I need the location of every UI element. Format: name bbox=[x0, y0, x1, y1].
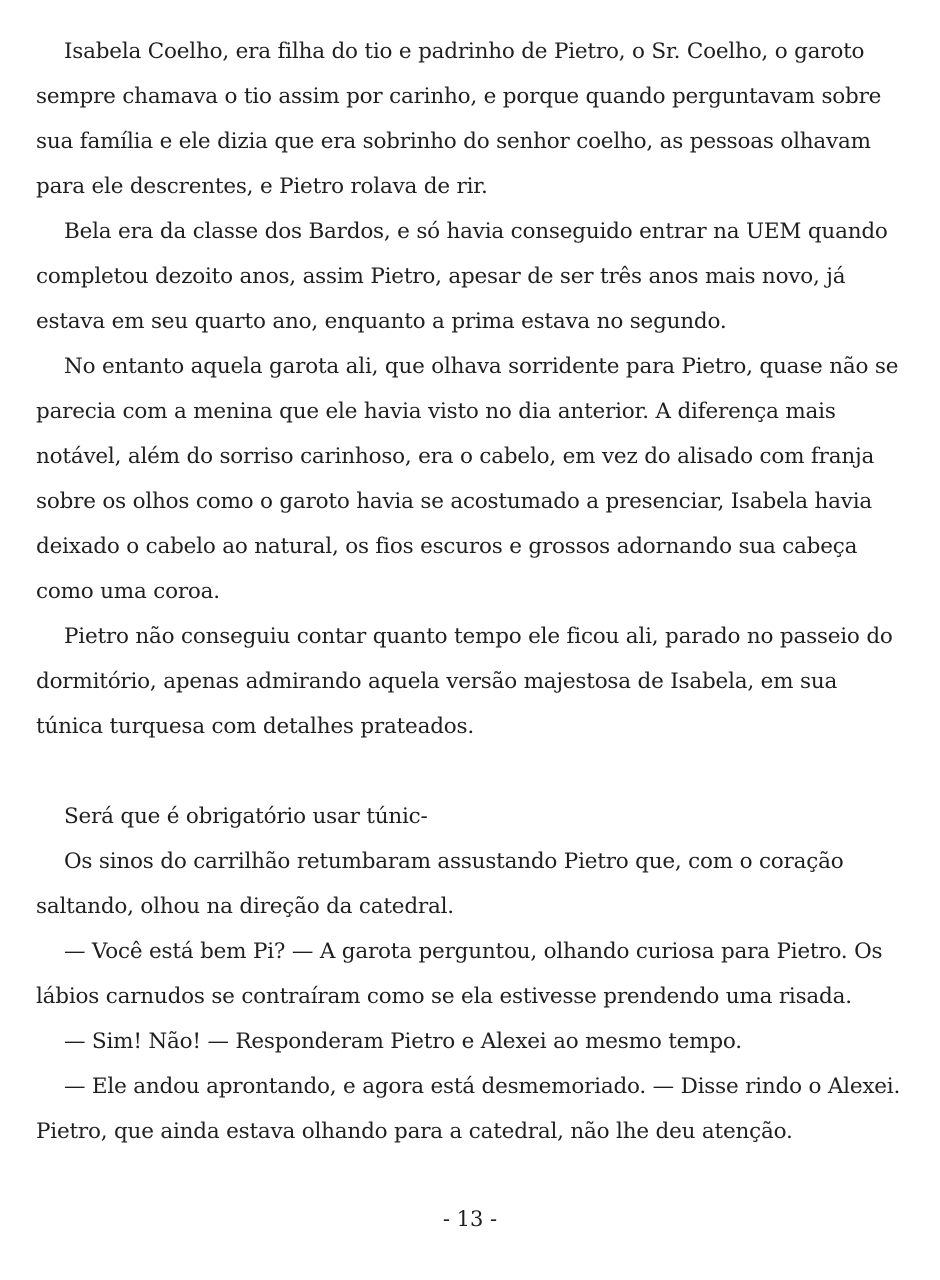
page-number: - 13 - bbox=[442, 1207, 498, 1231]
blank-line bbox=[36, 749, 904, 794]
paragraph: — Você está bem Pi? — A garota perguntou, olhando curiosa para Pietro. Os lábios carnudos se contraíram como se ela estivesse prendendo uma risada. bbox=[36, 939, 883, 1009]
paragraph: Será que é obrigatório usar túnic- bbox=[64, 804, 428, 829]
paragraph: No entanto aquela garota ali, que olhava sorridente para Pietro, quase não se parecia com a menina que ele havia visto no dia anterior. A diferença mais notável, além do sorriso carinhoso, era o cabelo, em vez do alisado com franja sobre os olhos como o garoto havia se acostumado a presenciar, Isabela havia deixado o cabelo ao natural, os fios escuros e grossos adornando sua cabeça como uma coroa. bbox=[36, 354, 899, 604]
paragraph: Pietro não conseguiu contar quanto tempo ele ficou ali, parado no passeio do dormitório, apenas admirando aquela versão majestosa de Isabela, em sua túnica turquesa com detalhes prateados. bbox=[36, 624, 893, 739]
paragraph: Isabela Coelho, era filha do tio e padrinho de Pietro, o Sr. Coelho, o garoto sempre chamava o tio assim por carinho, e porque quando perguntavam sobre sua família e ele dizia que era sobrinho do senhor coelho, as pessoas olhavam para ele descrentes, e Pietro rolava de rir. bbox=[36, 39, 882, 199]
paragraph: Bela era da classe dos Bardos, e só havia conseguido entrar na UEM quando completou dezoito anos, assim Pietro, apesar de ser três anos mais novo, já estava em seu quarto ano, enquanto a prima estava no segundo. bbox=[36, 219, 888, 334]
paragraph: — Sim! Não! — Responderam Pietro e Alexei ao mesmo tempo. bbox=[64, 1029, 742, 1054]
paragraph: — Ele andou aprontando, e agora está desmemoriado. — Disse rindo o Alexei. Pietro, que ainda estava olhando para a catedral, não lhe deu atenção. bbox=[36, 1074, 901, 1144]
page-body bbox=[36, 29, 904, 1154]
paragraph: Os sinos do carrilhão retumbaram assustando Pietro que, com o coração saltando, olhou na direção da catedral. bbox=[36, 849, 844, 919]
